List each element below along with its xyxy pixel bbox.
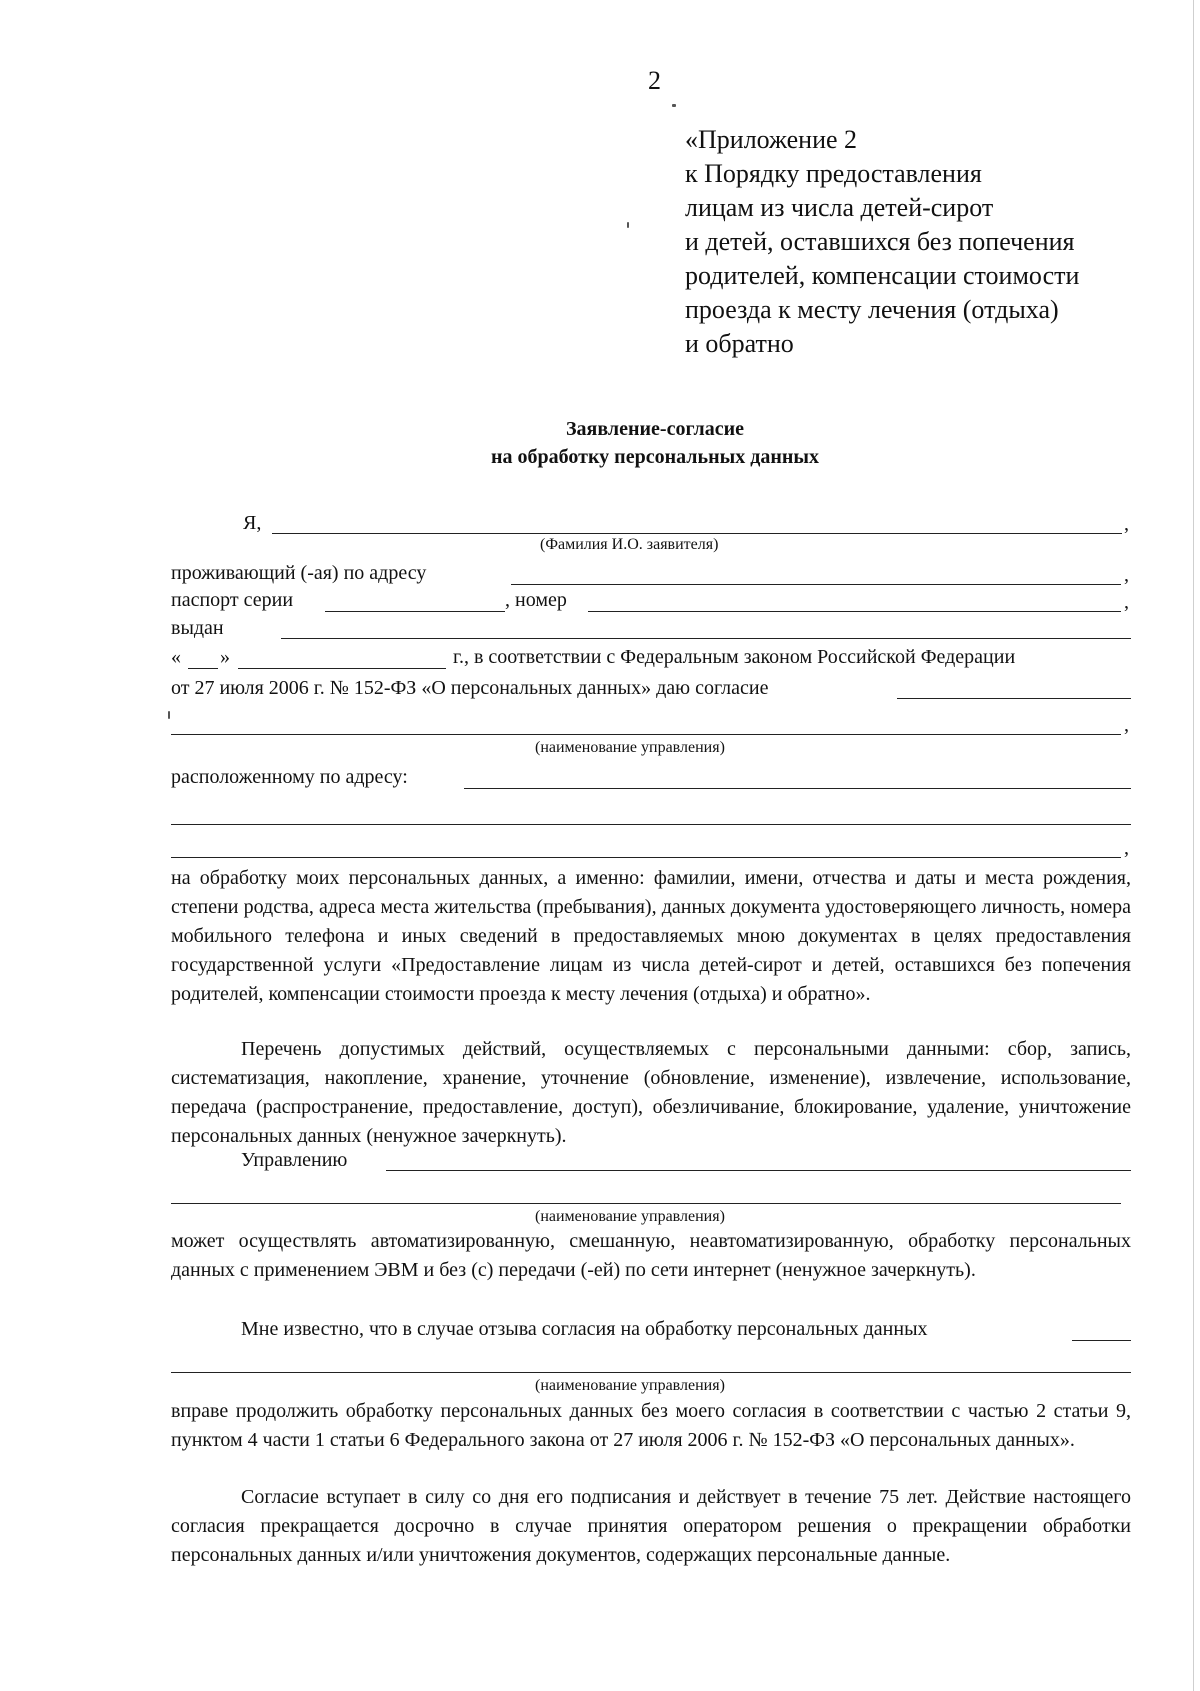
scan-speck bbox=[168, 711, 170, 719]
issue-month-year-field[interactable] bbox=[238, 668, 446, 669]
allowed-actions-paragraph bbox=[171, 1035, 1131, 1151]
organization-field-2[interactable] bbox=[171, 1203, 1121, 1204]
quote-close: » bbox=[220, 646, 230, 668]
issued-label: выдан bbox=[171, 617, 224, 639]
appendix-line: родителей, компенсации стоимости bbox=[685, 261, 1080, 290]
quote-open: « bbox=[171, 646, 181, 668]
caption-applicant-name: (Фамилия И.О. заявителя) bbox=[540, 536, 719, 553]
organization-address-field[interactable] bbox=[464, 788, 1131, 789]
validity-paragraph bbox=[171, 1483, 1131, 1570]
processing-type-paragraph: может осуществлять автоматизированную, смешанную, неавтоматизированную, обработку персональных данных с применением ЭВМ и без (с) передачи (-ей) по сети интернет (ненужное зачеркнуть). bbox=[171, 1230, 1131, 1281]
passport-number-label: , номер bbox=[505, 589, 567, 611]
organization-field[interactable] bbox=[171, 734, 1121, 735]
passport-series-field[interactable] bbox=[325, 611, 505, 612]
appendix-line: к Порядку предоставления bbox=[685, 159, 982, 188]
allowed-actions-text: Перечень допустимых действий, осуществляемых с персональными данными: сбор, запись, систематизация, накопление, хранение, уточнение (обновление, изменение), извлечение, использование, передача (распространение, предоставление, доступ), обезличивание, блокирование, удаление, уничтожение персональных данных (ненужное зачеркнуть). bbox=[171, 1038, 1131, 1147]
appendix-line: и обратно bbox=[685, 329, 794, 358]
appendix-line: проезда к месту лечения (отдыха) bbox=[685, 295, 1059, 324]
date-law-text: г., в соответствии с Федеральным законом Российской Федерации bbox=[453, 646, 1016, 668]
comma: , bbox=[1124, 714, 1129, 736]
scan-speck bbox=[627, 222, 629, 228]
passport-number-field[interactable] bbox=[588, 611, 1121, 612]
caption-organization-2: (наименование управления) bbox=[535, 1208, 725, 1225]
issued-by-field[interactable] bbox=[281, 638, 1131, 639]
scan-edge bbox=[1193, 0, 1194, 1691]
document-title: Заявление-согласие bbox=[565, 418, 745, 440]
address-field[interactable] bbox=[511, 584, 1121, 585]
organization-field-3[interactable] bbox=[171, 1372, 1131, 1373]
page-number: 2 bbox=[648, 66, 661, 95]
scan-speck bbox=[672, 104, 676, 107]
comma: , bbox=[1124, 591, 1129, 613]
caption-organization-3: (наименование управления) bbox=[535, 1377, 725, 1394]
appendix-line: и детей, оставшихся без попечения bbox=[685, 227, 1075, 256]
comma: , bbox=[1124, 513, 1129, 535]
caption-organization: (наименование управления) bbox=[535, 739, 725, 756]
document-subtitle: на обработку персональных данных bbox=[491, 446, 819, 468]
organization-field-start[interactable] bbox=[897, 698, 1131, 699]
ya-label: Я, bbox=[243, 512, 262, 534]
appendix-line: «Приложение 2 bbox=[685, 125, 858, 154]
consent-purpose-paragraph: на обработку моих персональных данных, а именно: фамилии, имени, отчества и даты и места рождения, степени родства, адреса места жительства (пребывания), данных документа удостоверяющего личность, номера мобильного телефона и иных сведений в предоставляемых мною документах в целях предоставления государственной услуги «Предоставление лицам из числа детей-сирот и детей, оставшихся без попечения родителей, компенсации стоимости проезда к месту лечения (отдыха) и обратно». bbox=[171, 867, 1131, 1005]
comma: , bbox=[1124, 837, 1129, 859]
withdrawal-text: Мне известно, что в случае отзыва согласия на обработку персональных данных bbox=[241, 1318, 928, 1340]
law-text: от 27 июля 2006 г. № 152-ФЗ «О персональных данных» даю согласие bbox=[171, 677, 769, 699]
issue-day-field[interactable] bbox=[188, 668, 218, 669]
appendix-header bbox=[685, 123, 1079, 361]
organization-field-2-start[interactable] bbox=[386, 1170, 1131, 1171]
legal-basis-paragraph: вправе продолжить обработку персональных данных без моего согласия в соответствии с частью 2 статьи 9, пунктом 4 части 1 статьи 6 Федерального закона от 27 июля 2006 г. № 152-ФЗ «О персональных данных». bbox=[171, 1400, 1131, 1451]
comma: , bbox=[1124, 564, 1129, 586]
located-address-label: расположенному по адресу: bbox=[171, 766, 408, 788]
address-label: проживающий (-ая) по адресу bbox=[171, 562, 427, 584]
organization-address-field-3[interactable] bbox=[171, 857, 1121, 858]
applicant-name-field[interactable] bbox=[272, 533, 1122, 534]
passport-series-label: паспорт серии bbox=[171, 589, 294, 611]
validity-text: Согласие вступает в силу со дня его подписания и действует в течение 75 лет. Действие настоящего согласия прекращается досрочно в случае принятия оператором решения о прекращении обработки персональных данных и/или уничтожения документов, содержащих персональные данные. bbox=[171, 1486, 1131, 1566]
appendix-line: лицам из числа детей-сирот bbox=[685, 193, 994, 222]
organization-address-field-2[interactable] bbox=[171, 824, 1131, 825]
upravleniyu-label: Управлению bbox=[241, 1149, 348, 1171]
organization-field-3-start[interactable] bbox=[1072, 1340, 1131, 1341]
